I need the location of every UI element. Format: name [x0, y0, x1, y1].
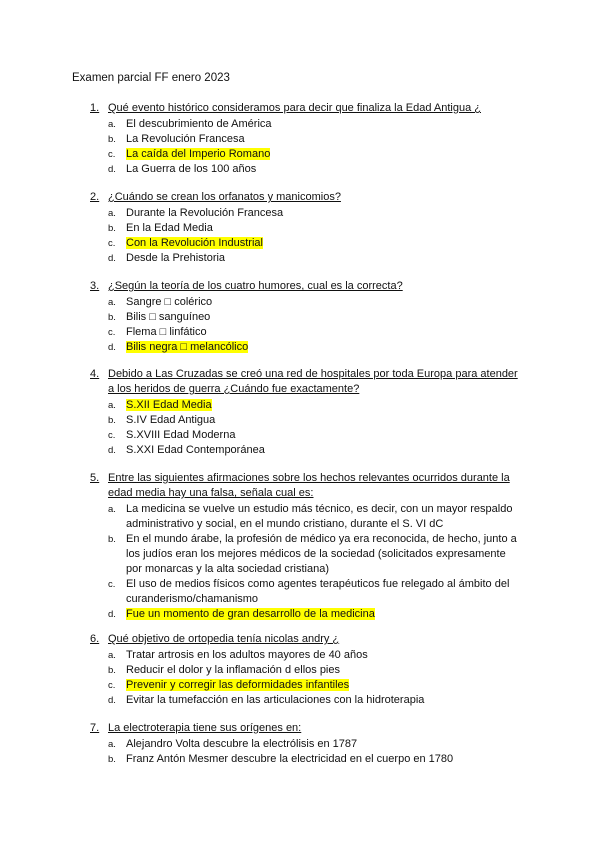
question-5 — [90, 471, 522, 622]
option-letter: c. — [108, 430, 116, 441]
question-6 — [90, 632, 522, 708]
question-number: 4. — [90, 368, 100, 380]
option-letter: b. — [108, 312, 116, 323]
option-text: Con la Revolución Industrial — [126, 237, 263, 249]
option-list — [90, 502, 522, 622]
option-letter: a. — [108, 400, 116, 411]
option-letter: d. — [108, 342, 116, 353]
option-letter: a. — [108, 650, 116, 661]
question-number: 7. — [90, 722, 100, 734]
option-text: Prevenir y corregir las deformidades infantiles — [126, 679, 350, 691]
option-text: La Revolución Francesa — [126, 133, 245, 145]
option-b — [90, 221, 522, 236]
option-text: Tratar artrosis en los adultos mayores de 40 años — [126, 649, 368, 661]
option-text: Desde la Prehistoria — [126, 252, 226, 264]
question-3 — [90, 279, 522, 355]
option-d — [90, 607, 522, 622]
option-b — [90, 413, 522, 428]
option-letter: c. — [108, 579, 116, 590]
page-title: Examen parcial FF enero 2023 — [72, 72, 230, 84]
option-letter: d. — [108, 609, 116, 620]
option-letter: b. — [108, 415, 116, 426]
question-text: Debido a Las Cruzadas se creó una red de hospitales por toda Europa para atender a los heridos de guerra ¿Cuándo fue exactamente? — [108, 368, 518, 395]
question-heading — [90, 471, 522, 501]
option-letter: b. — [108, 134, 116, 145]
option-list — [90, 648, 522, 708]
question-number: 1. — [90, 102, 100, 114]
question-text: Entre las siguientes afirmaciones sobre los hechos relevantes ocurridos durante la edad media hay una falsa, señala cual es: — [108, 472, 510, 499]
option-text: Bilis negra □ melancólico — [126, 341, 249, 353]
question-heading — [90, 721, 522, 736]
option-b — [90, 132, 522, 147]
option-letter: c. — [108, 238, 116, 249]
option-d — [90, 251, 522, 266]
option-b — [90, 663, 522, 678]
option-text: En el mundo árabe, la profesión de médico ya era reconocida, de hecho, junto a los judíos eran los mejores médicos de la sociedad (solicitados expresamente por monarcas y la alta sociedad cristiana) — [126, 533, 517, 575]
option-text: Alejandro Volta descubre la electrólisis en 1787 — [126, 738, 358, 750]
question-text: Qué evento histórico consideramos para decir que finaliza la Edad Antigua ¿ — [108, 102, 481, 114]
option-text: S.XXI Edad Contemporánea — [126, 444, 265, 456]
option-b — [90, 310, 522, 325]
question-text: ¿Según la teoría de los cuatro humores, cual es la correcta? — [108, 280, 403, 292]
option-text: Sangre □ colérico — [126, 296, 213, 308]
option-d — [90, 443, 522, 458]
option-b — [90, 752, 522, 767]
option-letter: a. — [108, 739, 116, 750]
option-list — [90, 398, 522, 458]
option-text: Flema □ linfático — [126, 326, 207, 338]
option-list — [90, 737, 522, 767]
option-text: La caída del Imperio Romano — [126, 148, 271, 160]
option-d — [90, 340, 522, 355]
option-b — [90, 532, 522, 577]
question-number: 5. — [90, 472, 100, 484]
option-letter: c. — [108, 149, 116, 160]
option-a — [90, 648, 522, 663]
option-d — [90, 162, 522, 177]
option-letter: b. — [108, 534, 116, 545]
option-text: El descubrimiento de América — [126, 118, 272, 130]
option-a — [90, 295, 522, 310]
option-letter: c. — [108, 327, 116, 338]
option-a — [90, 398, 522, 413]
option-letter: d. — [108, 445, 116, 456]
option-d — [90, 693, 522, 708]
option-letter: b. — [108, 665, 116, 676]
option-c — [90, 236, 522, 251]
option-a — [90, 737, 522, 752]
option-text: En la Edad Media — [126, 222, 213, 234]
option-letter: a. — [108, 504, 116, 515]
option-text: S.IV Edad Antigua — [126, 414, 216, 426]
question-text: ¿Cuándo se crean los orfanatos y manicomios? — [108, 191, 341, 203]
option-text: Durante la Revolución Francesa — [126, 207, 284, 219]
option-a — [90, 206, 522, 221]
option-list — [90, 295, 522, 355]
option-text: S.XVIII Edad Moderna — [126, 429, 236, 441]
question-heading — [90, 632, 522, 647]
option-c — [90, 147, 522, 162]
option-text: Bilis □ sanguíneo — [126, 311, 211, 323]
option-text: La Guerra de los 100 años — [126, 163, 257, 175]
option-letter: d. — [108, 695, 116, 706]
question-text: La electroterapia tiene sus orígenes en: — [108, 722, 302, 734]
question-7 — [90, 721, 522, 767]
option-text: Evitar la tumefacción en las articulaciones con la hidroterapia — [126, 694, 425, 706]
option-letter: b. — [108, 754, 116, 765]
option-a — [90, 117, 522, 132]
option-c — [90, 325, 522, 340]
option-a — [90, 502, 522, 532]
option-letter: b. — [108, 223, 116, 234]
option-list — [90, 206, 522, 266]
question-1 — [90, 101, 522, 177]
option-c — [90, 577, 522, 607]
option-text: Franz Antón Mesmer descubre la electricidad en el cuerpo en 1780 — [126, 753, 454, 765]
option-letter: c. — [108, 680, 116, 691]
question-heading — [90, 101, 522, 116]
option-text: Reducir el dolor y la inflamación d ellos pies — [126, 664, 340, 676]
option-text: S.XII Edad Media — [126, 399, 212, 411]
question-text: Qué objetivo de ortopedia tenía nicolas andry ¿ — [108, 633, 340, 645]
option-c — [90, 678, 522, 693]
option-letter: a. — [108, 119, 116, 130]
question-2 — [90, 190, 522, 266]
option-text: El uso de medios físicos como agentes terapéuticos fue relegado al ámbito del curanderismo/chamanismo — [126, 578, 510, 605]
option-letter: a. — [108, 208, 116, 219]
option-letter: d. — [108, 164, 116, 175]
question-heading — [90, 279, 522, 294]
option-c — [90, 428, 522, 443]
option-text: La medicina se vuelve un estudio más técnico, es decir, con un mayor respaldo administrativo y social, en el mundo cristiano, durante el S. VI dC — [126, 503, 513, 530]
question-heading — [90, 190, 522, 205]
question-4 — [90, 367, 522, 458]
question-number: 2. — [90, 191, 100, 203]
question-heading — [90, 367, 522, 397]
option-text: Fue un momento de gran desarrollo de la medicina — [126, 608, 375, 620]
option-letter: a. — [108, 297, 116, 308]
question-number: 6. — [90, 633, 100, 645]
question-number: 3. — [90, 280, 100, 292]
option-list — [90, 117, 522, 177]
option-letter: d. — [108, 253, 116, 264]
